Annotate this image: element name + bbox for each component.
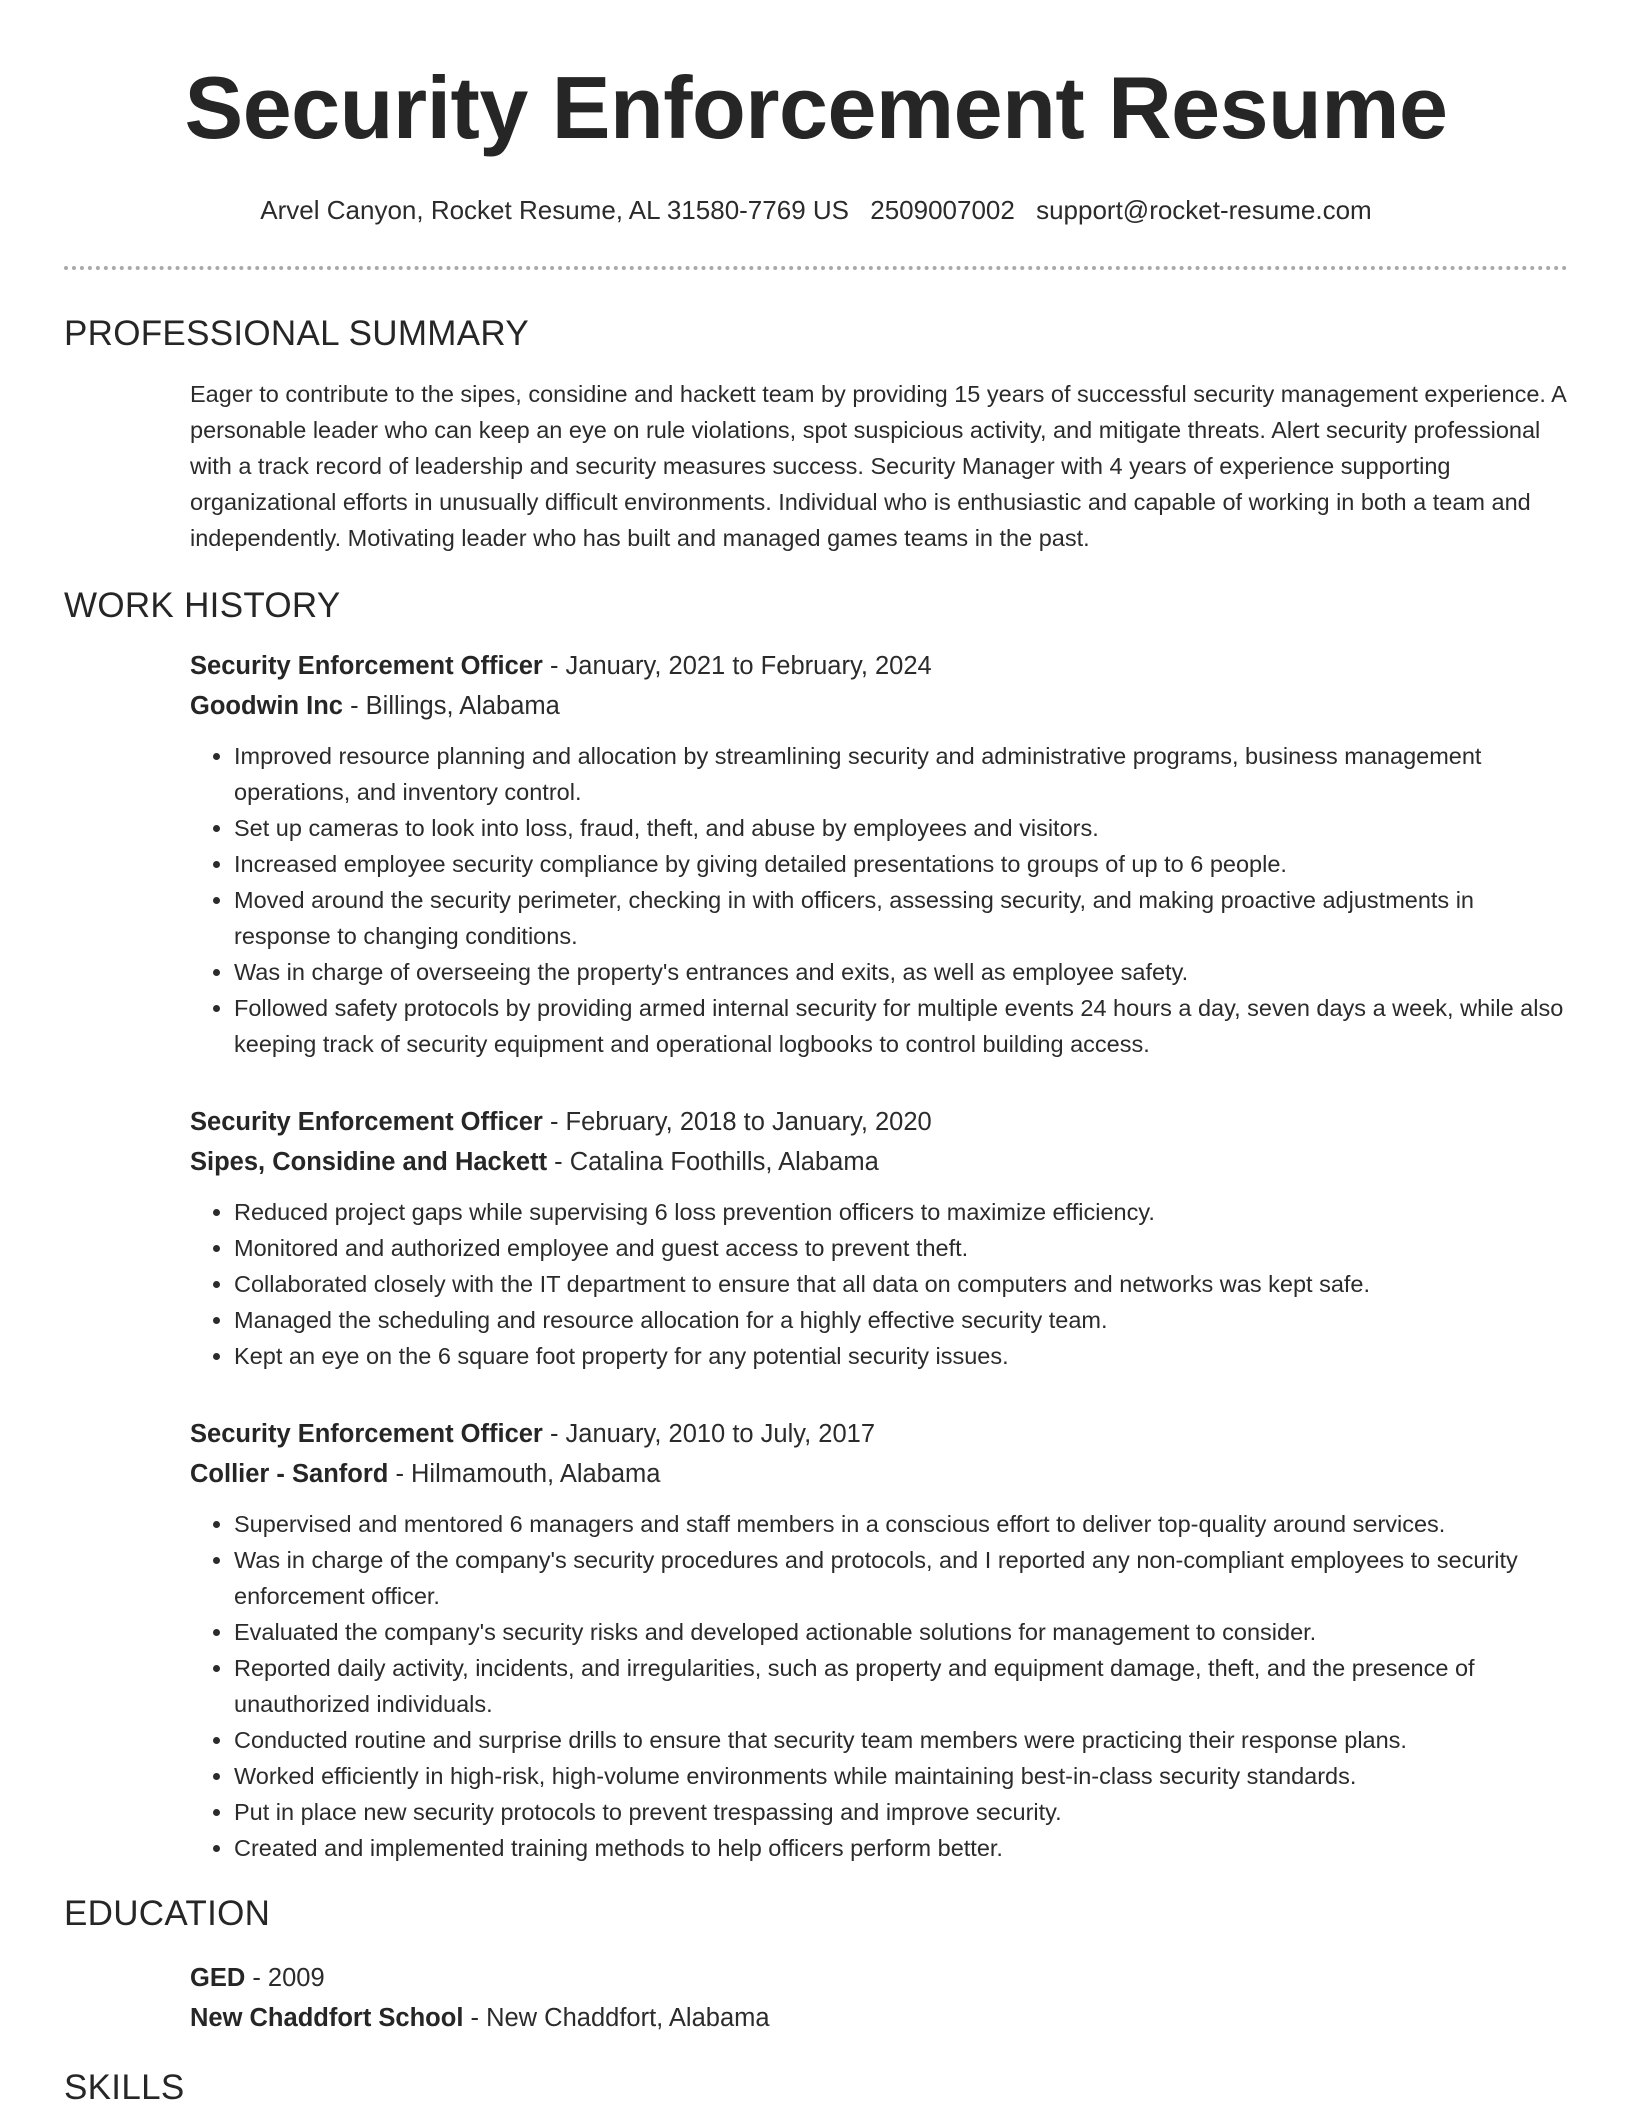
header-divider [64,266,1568,270]
job-company: Collier - Sanford [190,1460,389,1488]
list-item: • Conducted routine and surprise drills to ensure that security team members were practicing their response plans. [234,1722,1568,1758]
section-heading-education: EDUCATION [64,1894,271,1933]
list-item: • Increased employee security compliance by giving detailed presentations to groups of up to 6 people. [234,846,1568,882]
contact-email: support@rocket-resume.com [1036,195,1372,225]
job-dates: - January, 2021 to February, 2024 [542,652,932,680]
education-entry [190,1958,1568,2038]
list-item: • Reduced project gaps while supervising 6 loss prevention officers to maximize efficiency. [234,1194,1568,1230]
education-degree-line [190,1958,1568,1998]
list-item: • Put in place new security protocols to prevent trespassing and improve security. [234,1794,1568,1830]
job-location: - Hilmamouth, Alabama [388,1460,661,1488]
job-company-line [190,686,1568,726]
list-item: • Was in charge of overseeing the property's entrances and exits, as well as employee safety. [234,954,1568,990]
job-entry [190,1414,1568,1866]
list-item: • Created and implemented training methods to help officers perform better. [234,1830,1568,1866]
section-heading-summary: PROFESSIONAL SUMMARY [64,314,529,353]
job-title: Security Enforcement Officer [190,1420,543,1448]
job-dates: - February, 2018 to January, 2020 [542,1108,932,1136]
job-company-line [190,1454,1568,1494]
summary-text: Eager to contribute to the sipes, considine and hackett team by providing 15 years of successful security management experience. A personable leader who can keep an eye on rule violations, spot suspicious activity, and mitigate threats. Alert security professional with a track record of leadership and security measures success. Security Manager with 4 years of experience supporting organizational efforts in unusually difficult environments. Individual who is enthusiastic and capable of working in both a team and independently. Motivating leader who has built and managed games teams in the past. [190,381,1566,551]
job-location: - Catalina Foothills, Alabama [547,1148,879,1176]
list-item: • Kept an eye on the 6 square foot property for any potential security issues. [234,1338,1568,1374]
list-item: • Was in charge of the company's security procedures and protocols, and I reported any non-compliant employees to security enforcement officer. [234,1542,1568,1614]
contact-line [64,194,1568,226]
list-item: • Evaluated the company's security risks and developed actionable solutions for management to consider. [234,1614,1568,1650]
list-item: • Worked efficiently in high-risk, high-volume environments while maintaining best-in-class security standards. [234,1758,1568,1794]
job-location: - Billings, Alabama [343,692,560,720]
list-item: • Managed the scheduling and resource allocation for a highly effective security team. [234,1302,1568,1338]
job-entry [190,646,1568,1062]
list-item: • Improved resource planning and allocation by streamlining security and administrative programs, business management operations, and inventory control. [234,738,1568,810]
list-item: • Reported daily activity, incidents, and irregularities, such as property and equipment damage, theft, and the presence of unauthorized individuals. [234,1650,1568,1722]
education-year: - 2009 [245,1964,325,1992]
list-item: • Supervised and mentored 6 managers and staff members in a conscious effort to deliver top-quality around services. [234,1506,1568,1542]
contact-phone: 2509007002 [870,195,1015,225]
job-title-line [190,1102,1568,1142]
job-title-line [190,646,1568,686]
list-item: • Collaborated closely with the IT department to ensure that all data on computers and networks was kept safe. [234,1266,1568,1302]
education-school: New Chaddfort School [190,2004,464,2032]
job-bullets [190,1194,1568,1374]
job-company-line [190,1142,1568,1182]
list-item: • Set up cameras to look into loss, fraud, theft, and abuse by employees and visitors. [234,810,1568,846]
list-item: • Monitored and authorized employee and guest access to prevent theft. [234,1230,1568,1266]
education-location: - New Chaddfort, Alabama [463,2004,770,2032]
job-title-line [190,1414,1568,1454]
page-title: Security Enforcement Resume [184,58,1448,157]
job-entry [190,1102,1568,1374]
job-title: Security Enforcement Officer [190,1108,543,1136]
job-bullets [190,738,1568,1062]
section-heading-work-history: WORK HISTORY [64,586,341,625]
job-dates: - January, 2010 to July, 2017 [542,1420,876,1448]
education-school-line [190,1998,1568,2038]
education-degree: GED [190,1964,246,1992]
section-heading-skills: SKILLS [64,2068,185,2107]
contact-address: Arvel Canyon, Rocket Resume, AL 31580-7769 US [260,195,849,225]
job-company: Goodwin Inc [190,692,343,720]
job-company: Sipes, Considine and Hackett [190,1148,548,1176]
list-item: • Moved around the security perimeter, checking in with officers, assessing security, and making proactive adjustments in response to changing conditions. [234,882,1568,954]
job-title: Security Enforcement Officer [190,652,543,680]
list-item: • Followed safety protocols by providing armed internal security for multiple events 24 hours a day, seven days a week, while also keeping track of security equipment and operational logbooks to control building access. [234,990,1568,1062]
job-bullets [190,1506,1568,1866]
